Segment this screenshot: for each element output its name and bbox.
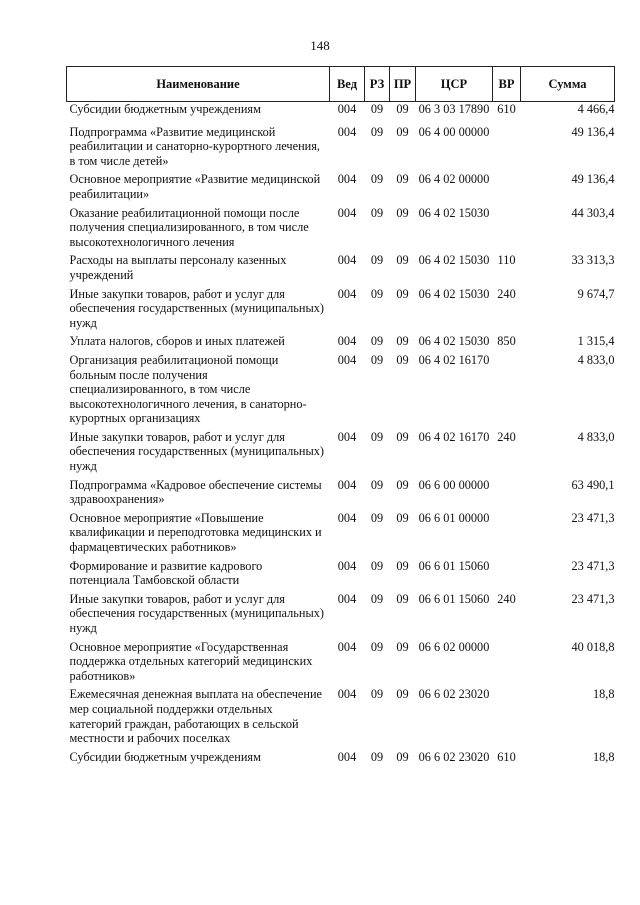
- cell-rz: 09: [370, 334, 384, 349]
- cell-csr: 06 4 02 15030: [418, 286, 490, 301]
- cell-rz: 09: [370, 687, 384, 702]
- cell-rz: 09: [370, 591, 384, 606]
- cell-vr: 610: [497, 749, 516, 764]
- cell-csr: 06 6 01 15060: [418, 591, 490, 606]
- cell-vr: [493, 640, 521, 688]
- cell-vr: [493, 353, 521, 430]
- cell-ved: 004: [337, 687, 357, 702]
- table-header-row: [67, 67, 615, 102]
- cell-vr: [493, 172, 521, 205]
- header-rz: РЗ: [365, 67, 390, 102]
- cell-rz: 09: [370, 510, 384, 525]
- cell-pr: 09: [396, 639, 409, 654]
- cell-sum: 63 490,1: [571, 477, 615, 492]
- cell-name: Подпрограмма «Развитие медицинской реабилитации и санаторно-курортного лечения, в том числе детей»: [69, 124, 320, 168]
- header-ved: Вед: [330, 67, 365, 102]
- cell-sum: 40 018,8: [571, 639, 615, 654]
- cell-ved: 004: [337, 749, 357, 764]
- table-row: [67, 687, 615, 749]
- cell-rz: 09: [370, 172, 384, 187]
- cell-vr: 240: [497, 286, 516, 301]
- cell-vr: [493, 206, 521, 254]
- table-row: [67, 172, 615, 205]
- cell-csr: 06 4 02 15030: [418, 205, 490, 220]
- table-row: [67, 592, 615, 640]
- cell-sum: 49 136,4: [571, 172, 615, 187]
- cell-name: Формирование и развитие кадрового потенциала Тамбовской области: [69, 558, 263, 588]
- cell-vr: 610: [497, 102, 516, 116]
- table-body: [67, 102, 615, 769]
- cell-csr: 06 6 02 23020: [418, 687, 490, 702]
- cell-rz: 09: [370, 558, 384, 573]
- cell-csr: 06 6 02 23020: [418, 749, 490, 764]
- cell-vr: [493, 478, 521, 511]
- cell-pr: 09: [396, 286, 409, 301]
- cell-csr: 06 4 02 16170: [418, 352, 490, 367]
- cell-rz: 09: [370, 253, 384, 268]
- cell-sum: 23 471,3: [571, 591, 615, 606]
- cell-ved: 004: [337, 253, 357, 268]
- cell-sum: 23 471,3: [571, 510, 615, 525]
- cell-vr: 110: [497, 253, 516, 268]
- cell-name: Организация реабилитационой помощи больным после получения специализированного, в том числе высокотехнологичного лечения, в санаторно-курортных организациях: [69, 352, 307, 426]
- page-number: 148: [310, 38, 330, 53]
- header-pr: ПР: [390, 67, 416, 102]
- cell-sum: 9 674,7: [577, 286, 615, 301]
- cell-pr: 09: [396, 477, 409, 492]
- table-row: [67, 287, 615, 335]
- cell-sum: 18,8: [592, 749, 615, 764]
- cell-ved: 004: [337, 639, 357, 654]
- cell-sum: 1 315,4: [577, 334, 615, 349]
- cell-ved: 004: [337, 591, 357, 606]
- cell-sum: 44 303,4: [571, 205, 615, 220]
- cell-rz: 09: [370, 102, 384, 116]
- cell-name: Ежемесячная денежная выплата на обеспечение мер социальной поддержки отдельных категорий граждан, работающих в сельской местности и рабочих поселках: [69, 687, 322, 746]
- cell-pr: 09: [396, 124, 409, 139]
- cell-ved: 004: [337, 334, 357, 349]
- cell-csr: 06 6 01 15060: [418, 558, 490, 573]
- table-row: [67, 353, 615, 430]
- table-row: [67, 559, 615, 592]
- cell-ved: 004: [337, 510, 357, 525]
- cell-sum: 4 833,0: [577, 429, 615, 444]
- cell-pr: 09: [396, 172, 409, 187]
- cell-csr: 06 3 03 17890: [418, 102, 490, 116]
- cell-vr: 850: [497, 334, 516, 349]
- cell-sum: 33 313,3: [571, 253, 615, 268]
- table-row: [67, 511, 615, 559]
- cell-rz: 09: [370, 352, 384, 367]
- cell-sum: 49 136,4: [571, 124, 615, 139]
- header-vr: ВР: [493, 67, 521, 102]
- cell-name: Основное мероприятие «Повышение квалификации и переподготовка медицинских и фармацевтических работников»: [69, 510, 322, 555]
- cell-csr: 06 4 02 15030: [418, 334, 490, 349]
- table-row: [67, 334, 615, 353]
- table-row: [67, 640, 615, 688]
- cell-rz: 09: [370, 124, 384, 139]
- cell-name: Иные закупки товаров, работ и услуг для обеспечения государственных (муниципальных) нужд: [69, 429, 324, 474]
- cell-sum: 23 471,3: [571, 558, 615, 573]
- cell-sum: 4 466,4: [577, 102, 615, 116]
- cell-vr: [493, 559, 521, 592]
- cell-csr: 06 4 02 15030: [418, 253, 490, 268]
- cell-pr: 09: [396, 253, 409, 268]
- cell-pr: 09: [396, 102, 409, 116]
- cell-sum: 18,8: [592, 687, 615, 702]
- cell-rz: 09: [370, 749, 384, 764]
- cell-ved: 004: [337, 172, 357, 187]
- cell-csr: 06 6 02 00000: [418, 639, 490, 654]
- table-row: [67, 102, 615, 121]
- cell-csr: 06 4 02 00000: [418, 172, 490, 187]
- cell-pr: 09: [396, 591, 409, 606]
- cell-pr: 09: [396, 334, 409, 349]
- table-row: [67, 253, 615, 286]
- cell-rz: 09: [370, 639, 384, 654]
- cell-rz: 09: [370, 477, 384, 492]
- cell-rz: 09: [370, 205, 384, 220]
- cell-name: Основное мероприятие «Государственная поддержка отдельных категорий медицинских работников»: [69, 639, 313, 683]
- cell-vr: 240: [497, 591, 516, 606]
- cell-name: Основное мероприятие «Развитие медицинской реабилитации»: [69, 172, 321, 201]
- cell-ved: 004: [337, 477, 357, 492]
- cell-ved: 004: [337, 558, 357, 573]
- cell-name: Уплата налогов, сборов и иных платежей: [69, 334, 285, 349]
- cell-name: Субсидии бюджетным учреждениям: [69, 749, 261, 764]
- cell-csr: 06 4 02 16170: [418, 429, 490, 444]
- budget-table: [66, 66, 615, 768]
- cell-name: Иные закупки товаров, работ и услуг для обеспечения государственных (муниципальных) нужд: [69, 591, 324, 635]
- header-sum: Сумма: [521, 67, 615, 102]
- cell-ved: 004: [337, 102, 357, 116]
- cell-vr: [493, 511, 521, 559]
- cell-ved: 004: [337, 352, 357, 367]
- cell-vr: [493, 687, 521, 749]
- cell-pr: 09: [396, 687, 409, 702]
- table-row: [67, 206, 615, 254]
- cell-pr: 09: [396, 352, 409, 367]
- cell-rz: 09: [370, 286, 384, 301]
- table-row: [67, 750, 615, 769]
- cell-ved: 004: [337, 124, 357, 139]
- cell-ved: 004: [337, 286, 357, 301]
- cell-pr: 09: [396, 205, 409, 220]
- cell-ved: 004: [337, 205, 357, 220]
- cell-vr: [493, 121, 521, 173]
- cell-pr: 09: [396, 749, 409, 764]
- cell-vr: 240: [497, 429, 516, 444]
- cell-name: Подпрограмма «Кадровое обеспечение системы здравоохранения»: [69, 477, 322, 507]
- cell-name: Расходы на выплаты персоналу казенных учреждений: [69, 253, 287, 282]
- table-row: [67, 478, 615, 511]
- cell-csr: 06 4 00 00000: [418, 124, 490, 139]
- cell-ved: 004: [337, 429, 357, 444]
- cell-name: Оказание реабилитационной помощи после получения специализированного, в том числе высокотехнологичного лечения: [69, 205, 309, 249]
- header-csr: ЦСР: [416, 67, 493, 102]
- cell-pr: 09: [396, 429, 409, 444]
- cell-csr: 06 6 01 00000: [418, 510, 490, 525]
- header-name: Наименование: [67, 67, 330, 102]
- cell-name: Субсидии бюджетным учреждениям: [69, 102, 261, 116]
- cell-name: Иные закупки товаров, работ и услуг для обеспечения государственных (муниципальных) нужд: [69, 286, 324, 330]
- table-row: [67, 430, 615, 478]
- cell-rz: 09: [370, 429, 384, 444]
- cell-csr: 06 6 00 00000: [418, 477, 490, 492]
- cell-pr: 09: [396, 558, 409, 573]
- cell-sum: 4 833,0: [577, 352, 615, 367]
- cell-pr: 09: [396, 510, 409, 525]
- table-row: [67, 121, 615, 173]
